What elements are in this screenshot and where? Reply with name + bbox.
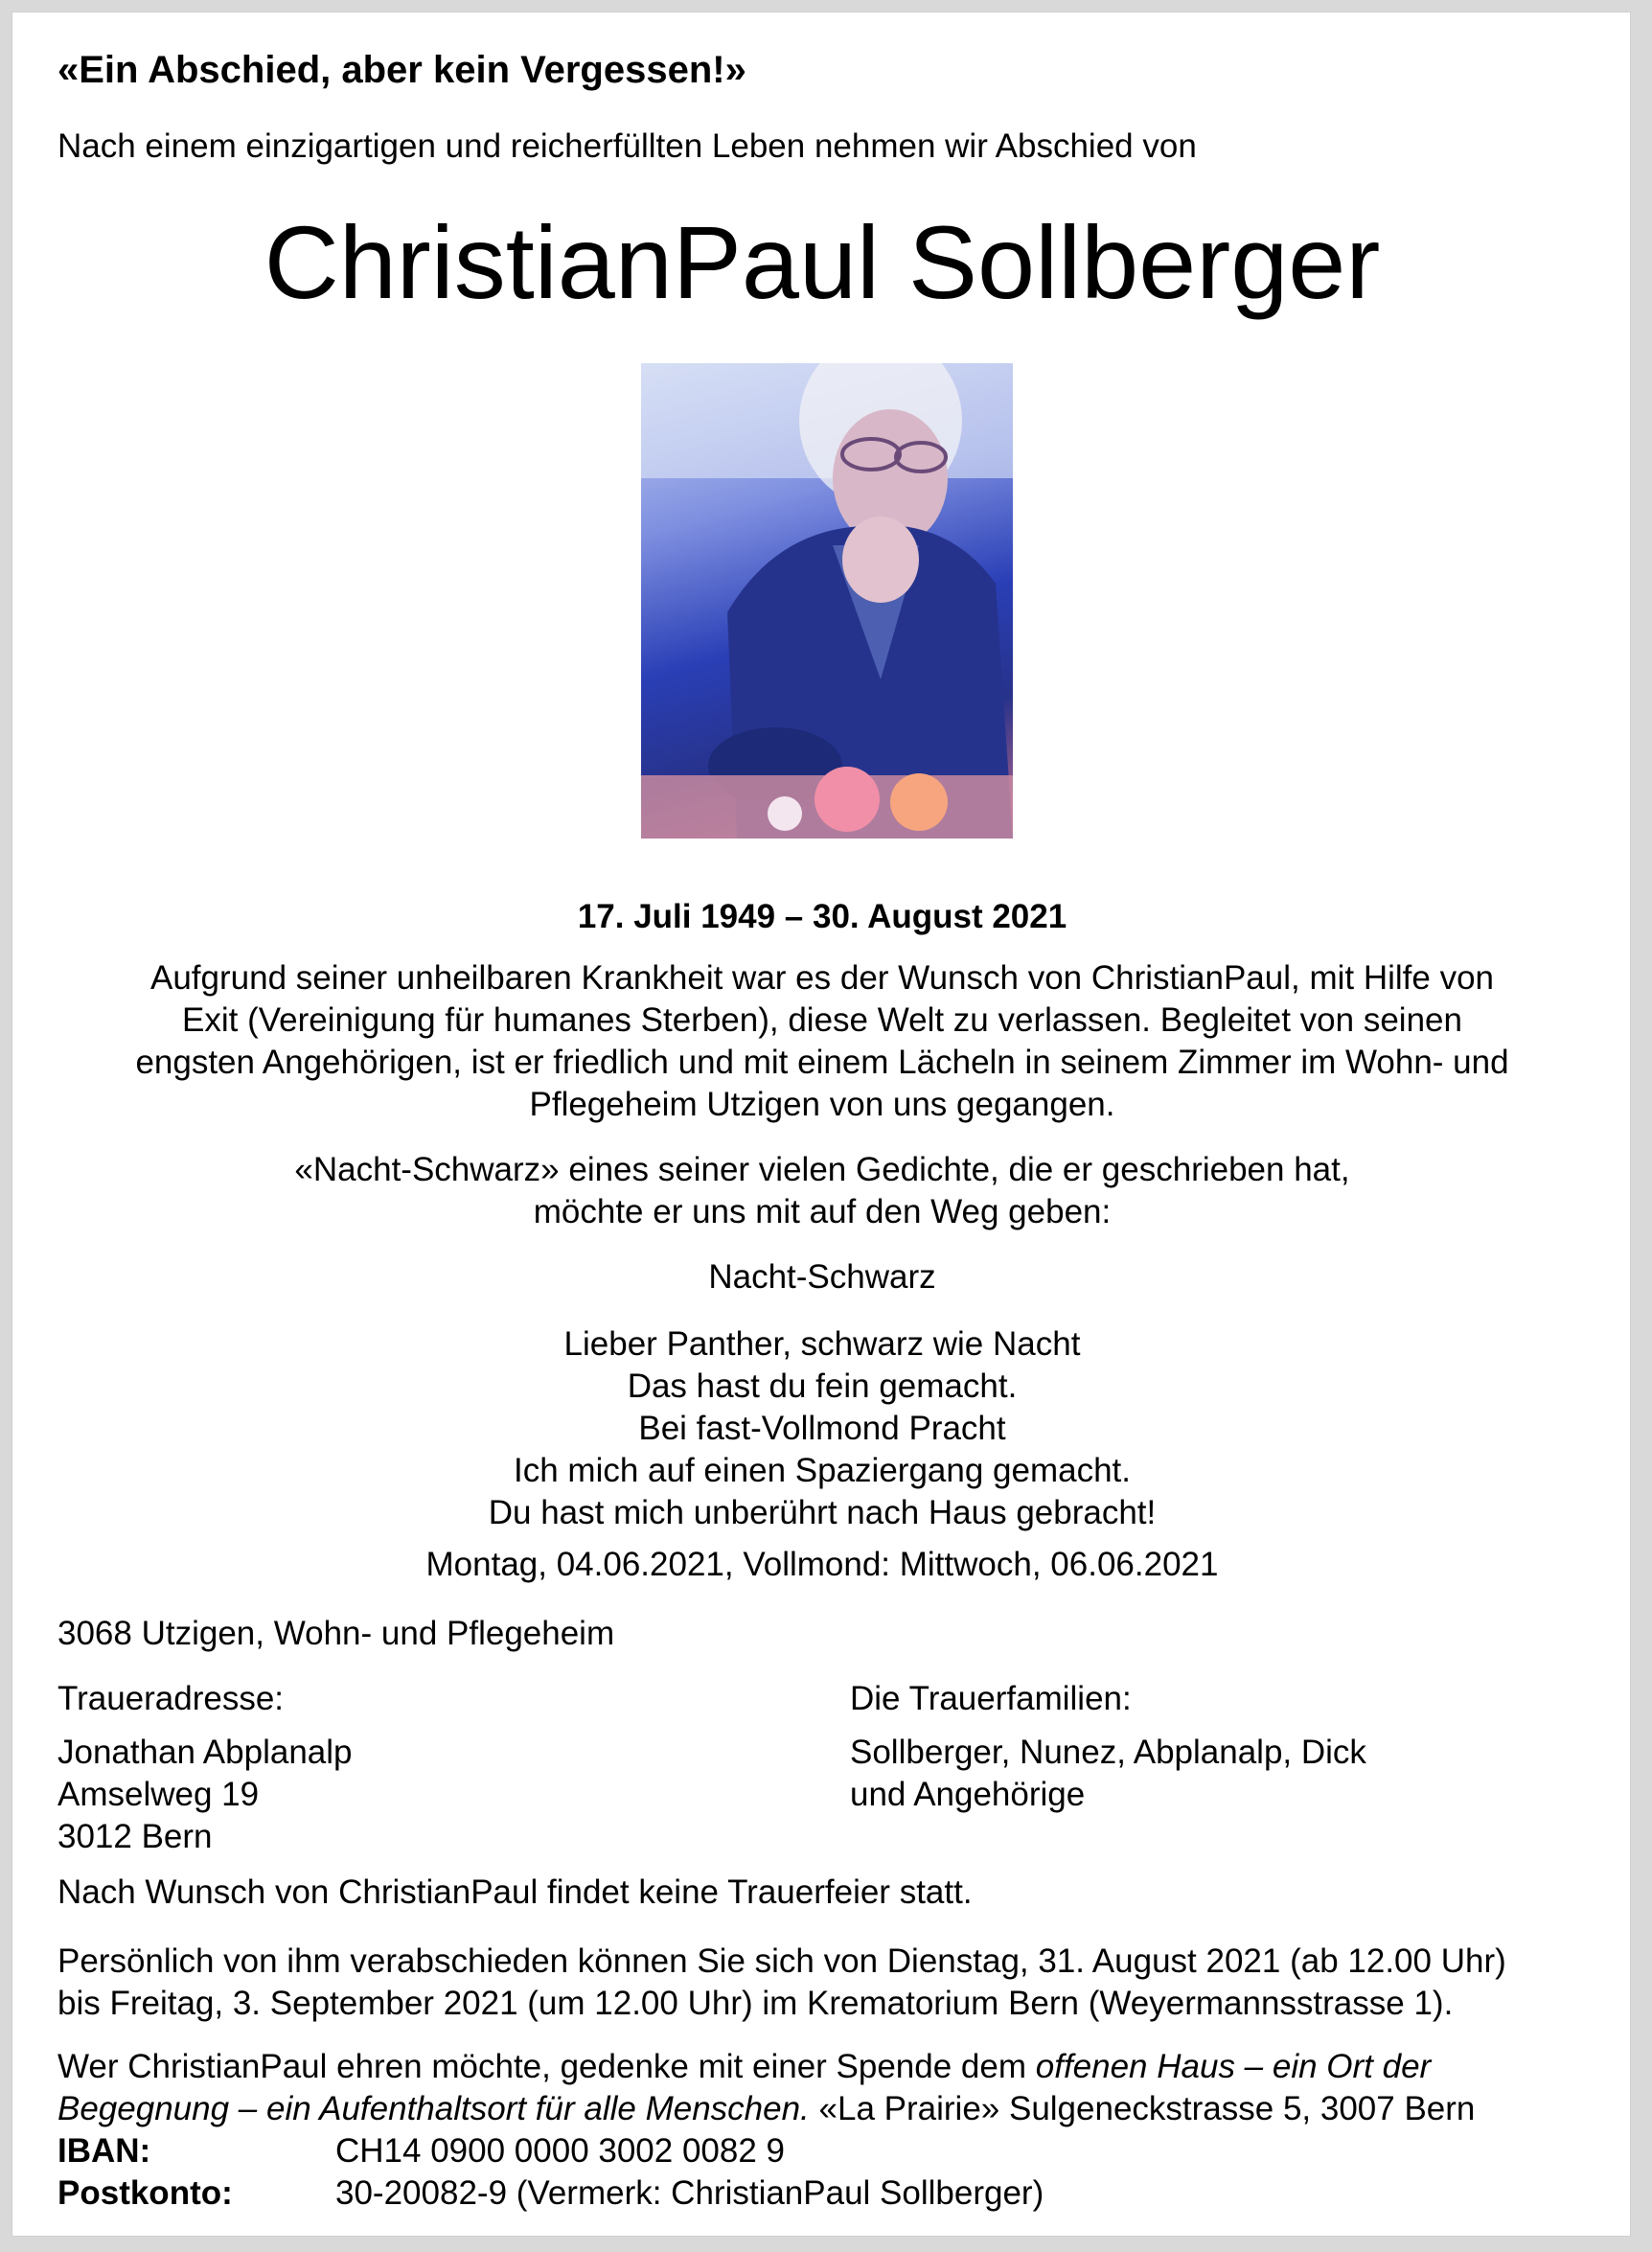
address-line: Amselweg 19 (57, 1776, 260, 1813)
paragraph-line: Pflegeheim Utzigen von uns gegangen. (529, 1086, 1115, 1123)
farewell-info (57, 1941, 1506, 2025)
poem-date: Montag, 04.06.2021, Vollmond: Mittwoch, 06.06.2021 (425, 1546, 1219, 1583)
location: 3068 Utzigen, Wohn- und Pflegeheim (57, 1615, 615, 1652)
donation-line (57, 2088, 1475, 2130)
deceased-name: ChristianPaul Sollberger (264, 204, 1381, 320)
poem-line: Lieber Panther, schwarz wie Nacht (563, 1325, 1081, 1363)
poem-intro-line: möchte er uns mit auf den Weg geben: (533, 1193, 1112, 1230)
paragraph-line: Exit (Vereinigung für humanes Sterben), diese Welt zu verlassen. Begleitet von seinen (182, 1001, 1462, 1039)
heading-quote: «Ein Abschied, aber kein Vergessen!» (57, 49, 746, 91)
poem-intro (12, 1149, 1632, 1233)
address-line: 3012 Bern (57, 1818, 213, 1855)
donation-recipient: offenen Haus – ein Ort der (1035, 2048, 1432, 2085)
circumstances-paragraph (12, 957, 1632, 1126)
obituary-page (11, 11, 1631, 2237)
donation-line (57, 2046, 1475, 2088)
poem-title: Nacht-Schwarz (708, 1258, 936, 1296)
families (850, 1732, 1366, 1816)
donation-recipient-cont: Begegnung – ein Aufenthaltsort für alle Menschen. (57, 2090, 810, 2127)
iban-value: CH14 0900 0000 3002 0082 9 (335, 2132, 786, 2170)
donation-info (57, 2046, 1475, 2130)
poem-line: Ich mich auf einen Spaziergang gemacht. (514, 1452, 1131, 1489)
family-line: und Angehörige (850, 1776, 1086, 1813)
mourning-address (57, 1732, 353, 1858)
address-line: Jonathan Abplanalp (57, 1734, 353, 1771)
poem-line: Du hast mich unberührt nach Haus gebracht! (488, 1494, 1157, 1531)
postkonto-row (57, 2172, 1044, 2215)
portrait-photo (641, 363, 1013, 839)
family-line: Sollberger, Nunez, Abplanalp, Dick (850, 1734, 1366, 1771)
intro-text: Nach einem einzigartigen und reicherfüllten Leben nehmen wir Abschied von (57, 127, 1197, 165)
donation-address: «La Prairie» Sulgeneckstrasse 5, 3007 Bern (809, 2090, 1476, 2127)
postkonto-label: Postkonto: (57, 2174, 233, 2212)
poem-intro-line: «Nacht-Schwarz» eines seiner vielen Gedichte, die er geschrieben hat, (294, 1151, 1350, 1188)
iban-label: IBAN: (57, 2132, 151, 2170)
mourning-address-label: Traueradresse: (57, 1680, 285, 1717)
postkonto-value: 30-20082-9 (Vermerk: ChristianPaul Sollberger) (335, 2174, 1044, 2212)
no-ceremony-note: Nach Wunsch von ChristianPaul findet keine Trauerfeier statt. (57, 1873, 973, 1911)
life-dates: 17. Juli 1949 – 30. August 2021 (577, 898, 1067, 935)
poem-line: Das hast du fein gemacht. (627, 1367, 1018, 1405)
families-label: Die Trauerfamilien: (850, 1680, 1132, 1717)
poem-line: Bei fast-Vollmond Pracht (638, 1410, 1006, 1447)
paragraph-line: Aufgrund seiner unheilbaren Krankheit war es der Wunsch von ChristianPaul, mit Hilfe von (149, 959, 1495, 997)
poem (12, 1323, 1632, 1534)
portrait-illustration (641, 363, 1013, 839)
farewell-line: bis Freitag, 3. September 2021 (um 12.00 Uhr) im Krematorium Bern (Weyermannsstrasse 1). (57, 1985, 1454, 2022)
iban-row (57, 2130, 785, 2172)
donation-text: Wer ChristianPaul ehren möchte, gedenke mit einer Spende dem (57, 2048, 1036, 2085)
farewell-line: Persönlich von ihm verabschieden können Sie sich von Dienstag, 31. August 2021 (ab 12.00 Uhr) (57, 1942, 1506, 1980)
paragraph-line: engsten Angehörigen, ist er friedlich und mit einem Lächeln in seinem Zimmer im Wohn- und (135, 1044, 1509, 1081)
